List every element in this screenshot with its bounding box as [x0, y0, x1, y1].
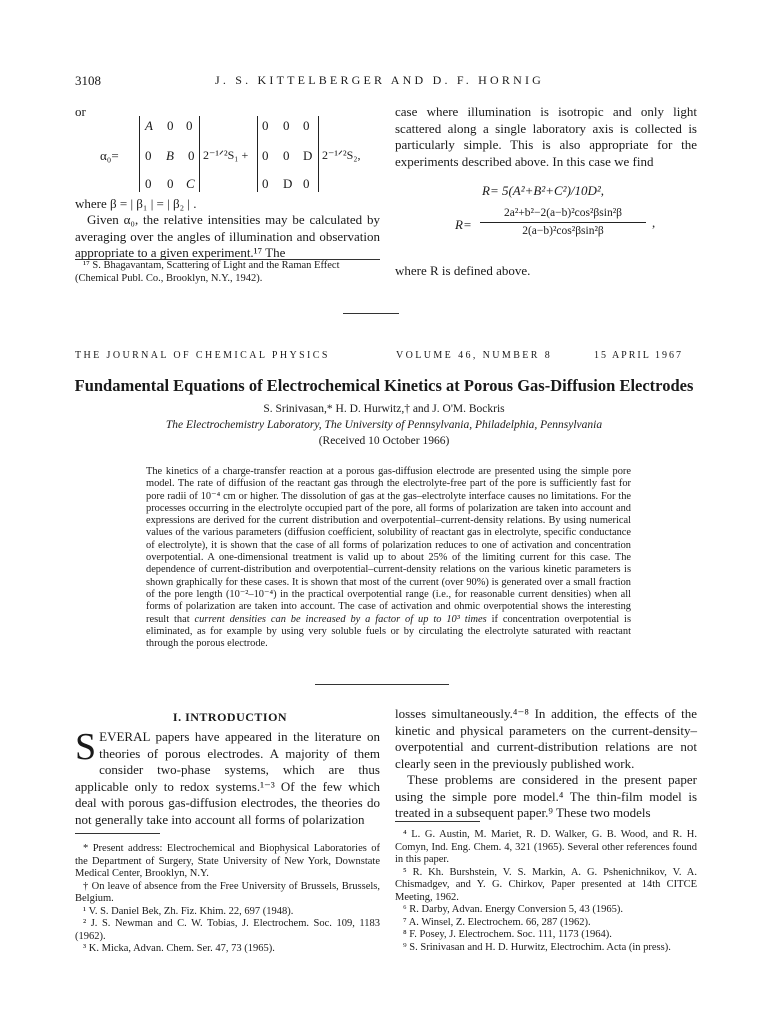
matrix1-right-bar [199, 116, 200, 192]
footnote-17: ¹⁷ S. Bhagavantam, Scattering of Light and the Raman Effect (Chemical Publ. Co., Brooklyn, N.Y., 1942). [75, 260, 340, 284]
footnote-star: * Present address: Electrochemical and Biophysical Laboratories of the Department of Surgery, State University of New York, Downstate Medical Center, Brooklyn, N.Y. [75, 843, 380, 879]
footnote-dagger: † On leave of absence from the Free University of Brussels, Brussels, Belgium. [75, 880, 380, 904]
m1-r1c0: 0 [145, 148, 152, 163]
m1-r2c1: 0 [167, 176, 174, 191]
page-number: 3108 [75, 73, 101, 88]
intro-left-text [75, 726, 380, 828]
abstract-italic: current densities can be increased by a factor of up to 10³ times [194, 613, 487, 625]
or-word: or [75, 104, 86, 119]
footnote-2: ² J. S. Newman and C. W. Tobias, J. Electrochem. Soc. 109, 1183 (1962). [75, 918, 380, 942]
abstract-separator [315, 684, 449, 685]
m1-r0c2: 0 [186, 118, 193, 133]
m2-r1c2: D [303, 148, 313, 163]
article-received: (Received 10 October 1966) [318, 435, 450, 447]
m2-r0c2: 0 [303, 118, 310, 133]
running-head-authors: J. S. KITTELBERGER AND D. F. HORNIG [215, 73, 545, 87]
article-title: Fundamental Equations of Electrochemical Kinetics at Porous Gas-Diffusion Electrodes [74, 376, 694, 395]
equation-2-fraction-bar [480, 222, 646, 223]
m2-r2c2: 0 [303, 176, 310, 191]
m2-r1c1: 0 [283, 148, 290, 163]
m1-r2c2: C [186, 176, 195, 191]
m2-r0c0: 0 [262, 118, 269, 133]
m1-r2c0: 0 [145, 176, 152, 191]
factor1: 2⁻¹ᐟ²S₁ + [203, 148, 249, 162]
footnote-8: ⁸ F. Posey, J. Electrochem. Soc. 111, 1173 (1964). [403, 929, 612, 940]
intro-left-body: EVERAL papers have appeared in the literature on theories of porous electrodes. A majority of them consider two-phase systems, which are thus applicable only to redox systems.¹⁻³ Of the few which deal with porous gas-diffusion electrodes, the theories do not generally take into account all forms of polarization [75, 729, 380, 827]
intro-right-text-1: losses simultaneously.⁴⁻⁸ In addition, the effects of the kinetic and physical parameters on the current-density–overpotential and current-distribution relations are not clearly seen in the previously published work. [395, 706, 697, 771]
article-affiliation: The Electrochemistry Laboratory, The University of Pennsylvania, Philadelphia, Pennsylvania [165, 419, 603, 431]
journal-volume: VOLUME 46, NUMBER 8 [396, 350, 553, 361]
footnote-rule-right [395, 821, 480, 822]
section-separator [343, 313, 399, 314]
matrix2-left-bar [257, 116, 258, 192]
journal-name: THE JOURNAL OF CHEMICAL PHYSICS [75, 350, 330, 361]
article-authors: S. Srinivasan,* H. D. Hurwitz,† and J. O'M. Bockris [263, 403, 505, 415]
footnote-5: ⁵ R. Kh. Burshstein, V. S. Markin, A. G. Pshenichnikov, V. A. Chismadgev, and Y. G. Chirkov, Paper presented at 14th CITCE Meeting, 1962. [395, 866, 697, 903]
abstract [146, 466, 631, 650]
factor2: 2⁻¹ᐟ²S₂, [322, 148, 361, 162]
m1-r1c1: B [166, 148, 174, 163]
equation-2-numerator: 2a²+b²−2(a−b)²cos²βsin²β [503, 207, 622, 219]
footnote-3: ³ K. Micka, Advan. Chem. Ser. 47, 73 (1965). [83, 943, 275, 954]
right-paragraph: case where illumination is isotropic and only light scattered along a single laboratory axis is collected is particularly simple. This is also appropriate for the experiments described above. In this case we find [395, 104, 697, 169]
matrix1-left-bar [139, 116, 140, 192]
m1-r0c0: A [145, 118, 153, 133]
journal-date: 15 APRIL 1967 [594, 350, 683, 361]
dropcap: S [75, 726, 97, 768]
footnote-4: ⁴ L. G. Austin, M. Mariet, R. D. Walker, G. B. Wood, and R. H. Comyn, Ind. Eng. Chem. 4, 321 (1965). Several other references found in this paper. [395, 829, 697, 865]
footnote-6: ⁶ R. Darby, Advan. Energy Conversion 5, 43 (1965). [403, 904, 624, 915]
footnotes-left [75, 843, 380, 956]
m2-r0c1: 0 [283, 118, 290, 133]
where-line: where β = | β₁ | = | β₂ | . [75, 196, 197, 211]
alpha-label: α₀= [100, 148, 119, 163]
abstract-text-2: if concentration overpotential is eliminated, as for example by using very soluble fuels or by circulating the electrolyte saturated with reactant through the porous electrode. [146, 613, 631, 650]
equation-2-lhs: R= [455, 217, 472, 232]
m2-r2c1: D [283, 176, 293, 191]
abstract-text-1: The kinetics of a charge-transfer reaction at a porous gas-diffusion electrode are presented using the simple pore model. The rate of diffusion of the reactant gas through the electrolyte-free part of the pore is sufficiently fast for pore radii of 10⁻⁴ cm or higher. The dissolution of gas at the gas–electrolyte interface causes no limitations. For the processes occurring in the electrolyte occupied part of the pore, all forms of polarization are taken into account and expressions are derived for the current distribution and overpotential–current-density relations. By using numerical values of the various parameters (diffusion coefficient, solubility of reactant gas in electrolyte, specific conductance of electrolyte), it is shown that the case of all forms of polarization reduces to one of activation and concentration overpotential. A one-dimensional treatment is valid up to about 25% of the limiting current for this case. The dependence of current-distribution and overpotential–current-density relations on the various kinetic parameters is shown graphically for these cases. It is shown that most of the current (over 90%) is generated over a small fraction of the pore length (10⁻²–10⁻⁴) in the practical overpotential range (i.e., for reasonable current densities) when all forms of polarization are taken into account. The case of activation and ohmic overpotential shows the interesting result that [146, 466, 631, 625]
footnote-9: ⁹ S. Srinivasan and H. D. Hurwitz, Electrochim. Acta (in press). [403, 941, 671, 953]
footnotes-right [395, 829, 697, 954]
matrix-equation [100, 116, 370, 194]
footnote-1: ¹ V. S. Daniel Bek, Zh. Fiz. Khim. 22, 697 (1948). [83, 905, 294, 917]
m2-r1c0: 0 [262, 148, 269, 163]
right-closing-line: where R is defined above. [395, 263, 531, 278]
m1-r1c2: 0 [188, 148, 195, 163]
footnote-7: ⁷ A. Winsel, Z. Electrochem. 66, 287 (1962). [403, 916, 591, 928]
left-paragraph: Given α₀, the relative intensities may be calculated by averaging over the angles of illumination and observation appropriate to a given experiment.¹⁷ The [75, 212, 380, 260]
matrix2-right-bar [318, 116, 319, 192]
m1-r0c1: 0 [167, 118, 174, 133]
footnote-rule-left [75, 833, 160, 834]
intro-right-text-2: These problems are considered in the present paper using the simple pore model.⁴ The thin-film model is treated in a subsequent paper.⁹ These two models [395, 772, 697, 820]
section-heading-introduction: I. INTRODUCTION [172, 710, 288, 724]
m2-r2c0: 0 [262, 176, 269, 191]
equation-2-comma: , [652, 215, 656, 230]
equation-2-denominator: 2(a−b)²cos²βsin²β [522, 225, 604, 237]
equation-1: R= 5(A²+B²+C²)/10D², [482, 183, 605, 198]
